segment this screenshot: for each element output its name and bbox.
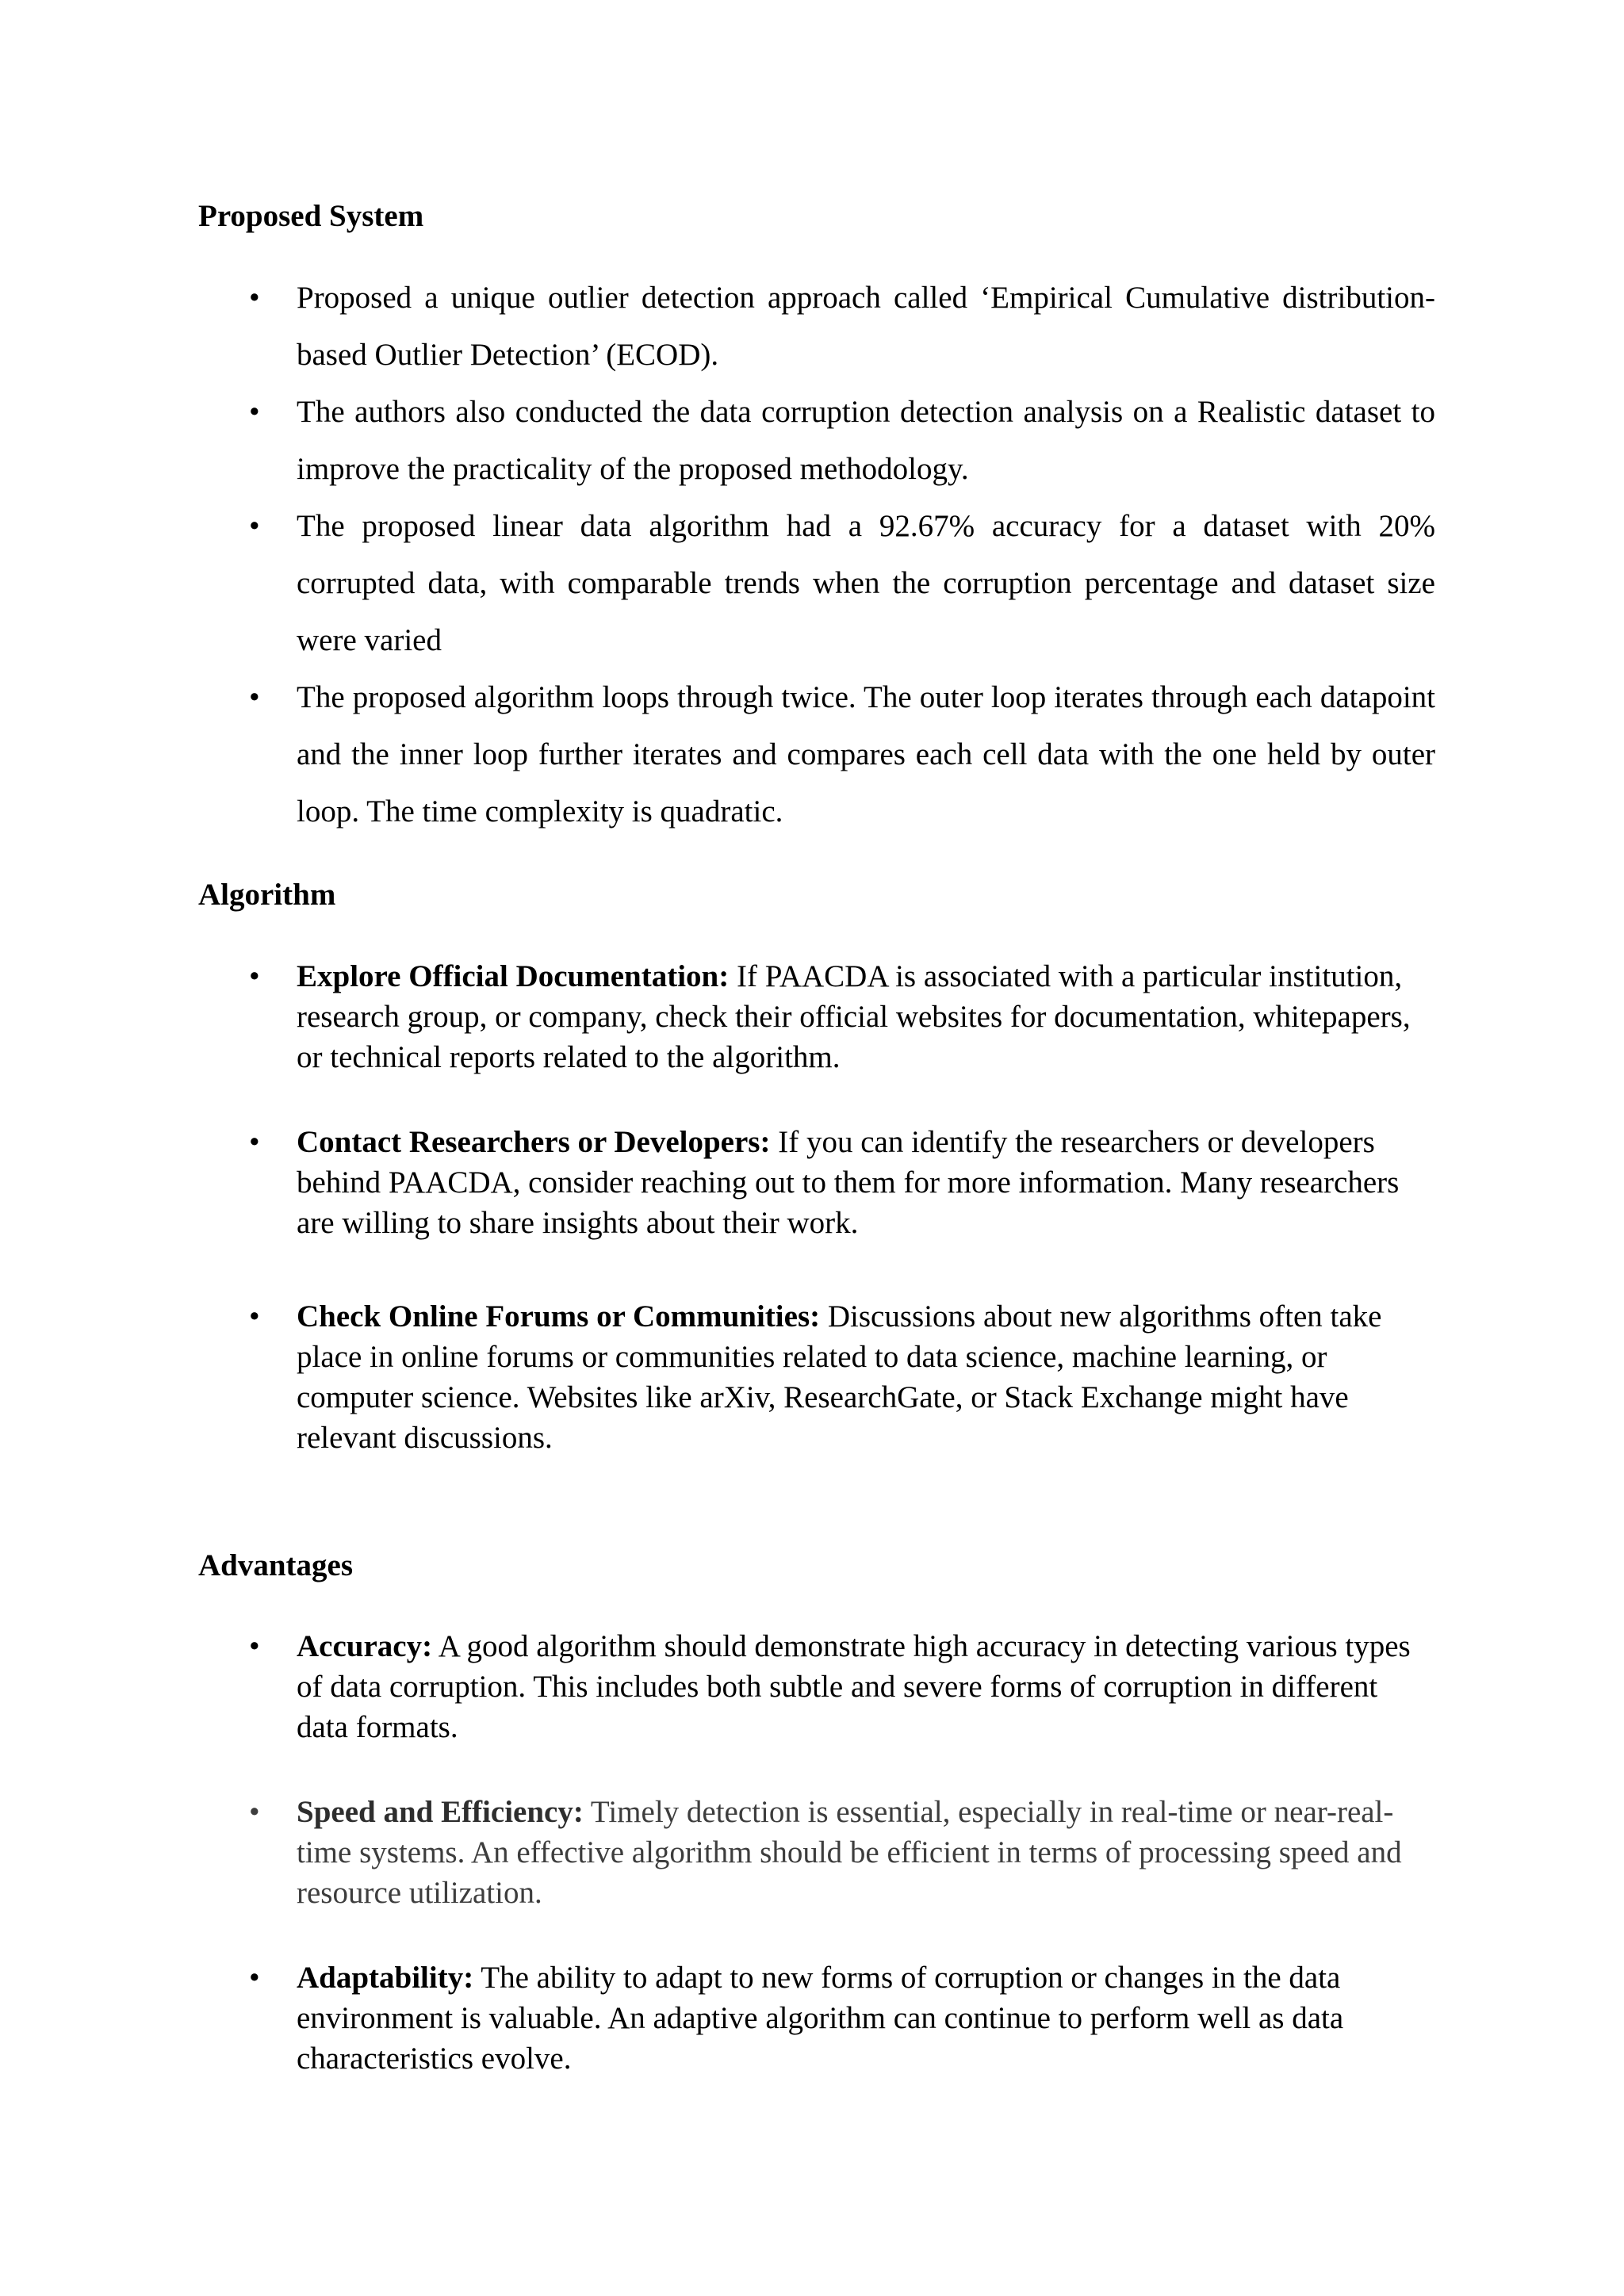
bullet-icon: • — [249, 1961, 260, 1995]
algorithm-item-3 — [198, 1296, 1435, 1458]
proposed-system-item-text: The proposed algorithm loops through twice. The outer loop iterates through each datapoint and the inner loop further iterates and compares each cell data with the one held by outer loop. The time complexity is quadratic. — [297, 680, 1435, 828]
advantages-item-term: Speed and Efficiency: — [297, 1795, 584, 1829]
advantages-list — [198, 1626, 1435, 2079]
advantages-item-1 — [198, 1626, 1435, 1747]
advantages-item-2 — [198, 1792, 1435, 1913]
algorithm-item-term: Explore Official Documentation: — [297, 959, 730, 993]
proposed-system-item-2 — [198, 384, 1435, 498]
algorithm-heading: Algorithm — [198, 878, 336, 912]
bullet-icon: • — [249, 1795, 260, 1829]
proposed-system-item-4 — [198, 669, 1435, 840]
algorithm-list — [198, 956, 1435, 1458]
advantages-item-text: The ability to adapt to new forms of corruption or changes in the data environment is valuable. An adaptive algorithm can continue to perform well as data characteristics evolve. — [297, 1961, 1344, 2076]
proposed-system-item-text: The authors also conducted the data corruption detection analysis on a Realistic dataset to improve the practicality of the proposed methodology. — [297, 395, 1435, 486]
algorithm-item-term: Check Online Forums or Communities: — [297, 1299, 821, 1334]
advantages-item-3 — [198, 1957, 1435, 2079]
proposed-system-list — [198, 270, 1435, 840]
algorithm-item-text: If PAACDA is associated with a particular institution, research group, or company, check their official websites for documentation, whitepapers, or technical reports related to the algorithm. — [297, 959, 1411, 1074]
proposed-system-item-text: The proposed linear data algorithm had a 92.67% accuracy for a dataset with 20% corrupted data, with comparable trends when the corruption percentage and dataset size were varied — [297, 509, 1435, 657]
algorithm-item-1 — [198, 956, 1435, 1077]
bullet-icon: • — [249, 1629, 260, 1663]
algorithm-item-text: If you can identify the researchers or developers behind PAACDA, consider reaching out to them for more information. Many researchers are willing to share insights about their work. — [297, 1125, 1400, 1240]
bullet-icon: • — [249, 959, 260, 993]
advantages-heading: Advantages — [198, 1548, 354, 1582]
proposed-system-heading: Proposed System — [198, 199, 424, 233]
bullet-icon: • — [249, 281, 260, 315]
bullet-icon: • — [249, 509, 260, 543]
advantages-item-term: Adaptability: — [297, 1961, 474, 1995]
algorithm-item-term: Contact Researchers or Developers: — [297, 1125, 771, 1159]
proposed-system-item-3 — [198, 498, 1435, 669]
bullet-icon: • — [249, 680, 260, 714]
algorithm-item-text: Discussions about new algorithms often take place in online forums or communities related to data science, machine learning, or computer science. Websites like arXiv, ResearchGate, or Stack Exchange might have relevant discussions. — [297, 1299, 1382, 1455]
algorithm-item-2 — [198, 1122, 1435, 1243]
bullet-icon: • — [249, 1299, 260, 1334]
advantages-item-term: Accuracy: — [297, 1629, 433, 1663]
bullet-icon: • — [249, 1125, 260, 1159]
proposed-system-item-text: Proposed a unique outlier detection approach called ‘Empirical Cumulative distribution-based Outlier Detection’ (ECOD). — [297, 281, 1435, 372]
advantages-item-text: Timely detection is essential, especially in real-time or near-real-time systems. An effective algorithm should be efficient in terms of processing speed and resource utilization. — [297, 1795, 1402, 1910]
proposed-system-item-1 — [198, 270, 1435, 384]
bullet-icon: • — [249, 395, 260, 429]
advantages-item-text: A good algorithm should demonstrate high accuracy in detecting various types of data corruption. This includes both subtle and severe forms of corruption in different data formats. — [297, 1629, 1411, 1744]
